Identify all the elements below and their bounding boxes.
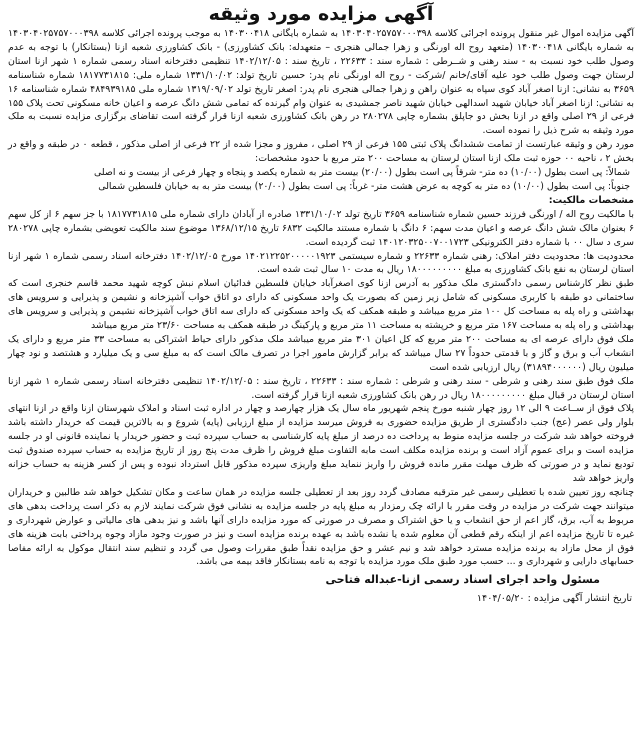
- boundary-line-north-east: شمالاً: پی است بطول (۱۰/۰۰) ده متر- شرقاً پی است بطول (۲۰/۰۰) بیست متر به شماره یکصد و پنجاه و چهار فرعی از بیست و نه اصلی: [93, 167, 630, 179]
- property-boundaries: [8, 166, 634, 194]
- intro-paragraph: آگهی مزایده اموال غیر منقول پرونده اجرائی کلاسه ۱۴۰۳۰۴۰۲۵۷۵۷۰۰۰۳۹۸ به شماره بایگانی ۱۴۰۳۰۰۴۱۸ به موجب پرونده اجرائی کلاسه ۱۴۰۳۰۴۰۲۵۷۵۷۰۰۰۳۹۸ به شماره بایگانی ۱۴۰۳۰۰۴۱۸ (متعهد روح اله اورنگی و زهرا جمالی هنجری – متعهدله: بانک کشاورزی) - بانک کشاورزی شعبه ازنا (بستانکار) با توجه به عدم وصول طلب خود نسبت به - سند رهنی و شــرطی : شماره سند : ۲۲۶۳۳ ، تاریخ سند : ۱۴۰۲/۱۲/۰۵ تنظیمی دفترخانه اسناد رسمی شماره ۱ شهر ازنا استان لرستان جهت وصول طلب خود علیه آقای/خانم /شرکت - روح اله اورنگی نام پدر: حسین تاریخ تولد: ۱۳۳۱/۱۰/۰۲ شماره ملی: ۱۸۱۷۷۳۱۸۱۵ شماره شناسنامه ۳۶۵۹ به نشانی: ازنا اصغر آباد کوی سپاه به عنوان راهن و زهرا جمالی هنجری نام پدر: اصغر تاریخ تولد ۱۳۱۹/۰۹/۰۲ شماره ملی ۴۸۴۹۳۹۱۸۵ شماره شناسنامه ۱۶ به نشانی: ازنا اصغر آباد خیابان شهید اسدالهی خیابان شهید ناصر جمشیدی به عنوان وام گیرنده که تمامی شش دانگ عرصه و اعیان خانه مسکونی تحت پلاک ۱۵۵ فرعی از ۲۹ اصلی واقع در ازنا بخش دو جاپلق بشماره چاپی ۲۸۰۲۷۸ در رهن بانک کشاورزی شعبه ازنا قرار گرفته است تقاضای برگزاری مزایده نسبت به ملک مورد وثیقه به شرح ذیل را نموده است.: [8, 28, 635, 137]
- ownership-heading: مشخصات مالکیت:: [548, 194, 634, 206]
- restrictions-paragraph: محدودیت ها: محدودیت دفتر املاک: رهنی شماره ۲۲۶۳۳ و شماره سیستمی ۱۴۰۲۱۲۲۵۲۰۰۰۰۰۱۹۲۳ مورخ ۱۴۰۲/۱۲/۰۵ دفترخانه اسناد رسمی شماره ۱ شهر ازنا استان لرستان به نفع بانک کشاورزی به مبلغ ۱۸۰۰۰۰۰۰۰۰۰ ریال به مدت ۱۰ سال ثبت شده است.: [8, 250, 634, 276]
- boundary-line-south-west: جنوباً: پی است بطول (۱۰/۰۰) ده متر به کوچه به عرض هشت متر- غرباً: پی است بطول (۲۰/۰۰) بیست متر به به خیابان فلسطین شمالی: [98, 180, 630, 192]
- signature-line: مسئول واحد اجرای اسناد رسمی ازنا-عبداله فتاحی: [325, 573, 600, 587]
- publication-date: تاریخ انتشار آگهی مزایده : ۱۴۰۴/۰۵/۲۰: [476, 593, 632, 605]
- page-title: آگهی مزایده مورد وثیقه: [208, 3, 434, 25]
- ownership-paragraph: با مالکیت روح اله / اورنگی فرزند حسین شماره شناسنامه ۳۶۵۹ تاریخ تولد ۱۳۳۱/۱۰/۰۲ صادره از آبادان دارای شماره ملی ۱۸۱۷۷۳۱۸۱۵ با جز سهم ۶ از کل سهم ۶ بعنوان مالک شش دانگ عرصه و اعیان مدت سهم: ۶ دانگ با شماره مستند مالکیت ۶۸۳۲ تاریخ ۱۳۶۸/۱۲/۱۵ موضوع سند مالکیت تعویضی بشماره چاپی ۲۸۰۲۷۸ سری د سال ۰۰ با شماره دفتر الکترونیکی ۱۴۰۱۲۰۳۲۵۰۰۷۰۰۱۷۲۳ ثبت گردیده است.: [8, 208, 635, 248]
- conditions-paragraph: چنانچه روز تعیین شده با تعطیلی رسمی غیر مترقبه مصادف گردد روز بعد از تعطیلی جلسه مزایده در همان ساعت و مکان تشکیل خواهد شد طالبین و خریداران میتوانند جهت شرکت در مزایده در وقت مقرر با ارائه چک رمزدار به مبلغ پایه در جلسه مزایده به نشانی فوق شرکت نمایند لازم به ذکر است پرداخت بدهی های مربوط به آب، برق، گاز اعم از حق انشعاب و یا حق اشتراک و مصرف در صورتی که مورد مزایده دارای آنها باشد و نیز بدهی های مالیاتی و عوارض شهرداری و غیره تا تاریخ مزایده اعم از اینکه رقم قطعی آن معلوم شده یا نشده باشد به عهده برنده مزایده است و نیز در صورت وجود مازاد وجوه پرداختی بابت هزینه های فوق از محل مازاد به برنده مزایده مسترد خواهد شد و نیم عشر و حق مزایده نقداً طبق مقررات وصول می گردد و تنظیم سند انتقال موکول به ارائه مفاصا حسابهای دارایی و شهرداری و ... حسب مورد طبق ملک مورد مزایده با توجه به نامه بستانکار فاقد بیمه می باشد.: [8, 486, 634, 568]
- property-paragraph: مورد رهن و وثیقه عبارتست از تمامت ششدانگ پلاک ثبتی ۱۵۵ فرعی از ۲۹ اصلی ، مفروز و مجزا شده از ۲۲ فرعی از اصلی مذکور ، قطعه ۰ در طبقه و واقع در بخش ۲ ، ناحیه ۰۰ حوزه ثبت ملک ازنا استان لرستان به مساحت ۲۰۰ متر مربع با حدود مشخصات:: [8, 139, 635, 165]
- mortgage-paragraph: ملک فوق طبق سند رهنی و شرطی - سند رهنی و شرطی : شماره سند : ۲۲۶۳۳ ، تاریخ سند : ۱۴۰۲/۱۲/۰۵ تنظیمی دفترخانه اسناد رسمی شماره ۱ شهر ازنا استان لرستان در قبال مبلغ ۱۸۰۰۰۰۰۰۰۰۰ ریال در رهن بانک کشاورزی شعبه ازنا قرار گرفته است.: [8, 375, 634, 401]
- expert-opinion-paragraph: طبق نظر کارشناس رسمی دادگستری ملک مذکور به آدرس ازنا کوی اصغرآباد خیابان فلسطین فدائیان اسلام نبش کوچه شهید محمد قاسم خنجری است که ساختمانی دو طبقه با کاربری مسکونی که شامل زیر زمین که بصورت یک واحد مسکونی که دارای دو اتاق خواب آشپزخانه و نشیمن و پذیرایی و سرویس های بهداشتی و راه پله به مساحت کل ۱۰۰ متر مربع میباشد و طبقه همکف که یک واحد مسکونی که دارای سه اتاق خواب آشپزخانه نشیمن و پذیرایی و سرویس های بهداشتی و راه پله به مساحت ۱۶۷ متر مربع و خرپشته به مساحت ۱۱ متر مربع و پارکینگ در طبقه همکف به مساحت ۲۳/۶۰ متر مربع میباشد: [8, 278, 634, 332]
- valuation-paragraph: ملک فوق دارای عرصه ای به مساحت ۲۰۰ متر مربع که کل اعیان ۳۰۱ متر مربع میباشد ملک مذکور دارای حیاط اشتراکی به مساحت ۳۳ متر مربع و دارای یک انشعاب آب و برق و گاز و با قدمتی حدوداً ۲۷ سال میباشد که برابر گزارش مامور اجرا در تصرف مالک است که به مبلغ سی و یک میلیارد و هشتصد و نود چهار میلیون ریال (۳۱۸۹۴۰۰۰۰۰۰) ریال ارزیابی شده است: [8, 333, 634, 373]
- auction-details-paragraph: پلاک فوق از ســاعت ۹ الی ۱۲ روز چهار شنبه مورخ پنجم شهریور ماه سال یک هزار چهارصد و چهار در اداره ثبت اسناد و املاک شهرستان ازنا واقع در ازنا انتهای بلوار ولی عصر (عج) جنب دادگستری از طریق مزایده حضوری به فروش میرسد مزایده از مبلغ ارزیابی (پایه) شروع و به بالاترین قیمت که خریدار داشته باشد فروخته خواهد شد شرکت در جلسه مزایده منوط به پرداخت ده درصد از مبلغ پایه کارشناسی به حساب سپرده ثبت و حضور خریدار یا نماینده قانونی او در جلسه مزایده است و برای عموم آزاد است و برنده مزایده مکلف است مابه التفاوت مبلغ فروش را ظرف مدت پنج روز از تاریخ مزایده به حساب سپرده صندوق ثبت تودیع نماید و در صورتی که ظرف مهلت مقرر مانده فروش را واریز ننماید مبلغ واریزی سپرده مذکور قابل استرداد نبوده و پس از کسر هزینه به حساب خزانه واریز خواهد شد: [8, 403, 635, 484]
